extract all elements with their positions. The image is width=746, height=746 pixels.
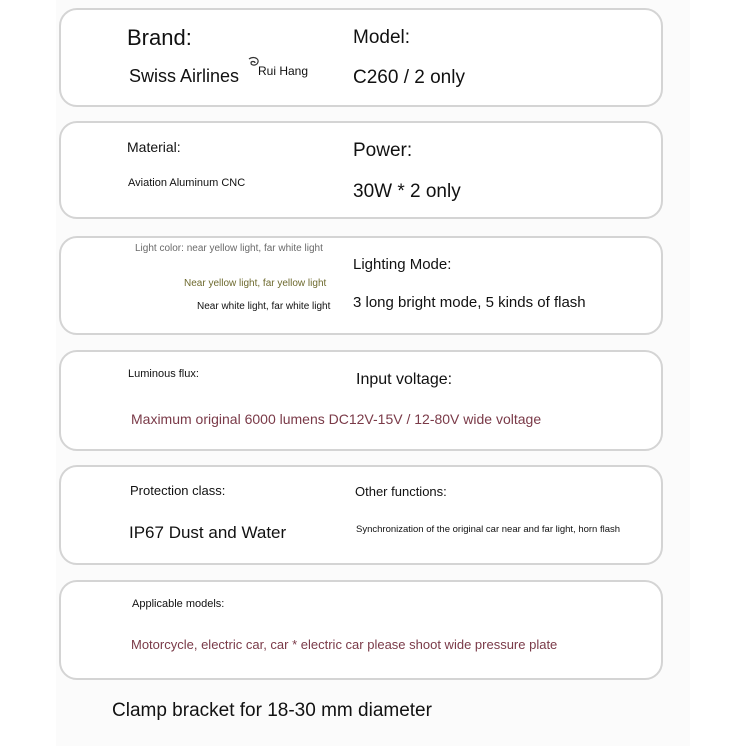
voltage-label: Input voltage: [356, 371, 453, 388]
protection-card [59, 465, 663, 565]
power-value: 30W * 2 only [353, 181, 461, 202]
flux-label: Luminous flux: [128, 368, 199, 380]
models-card [59, 580, 663, 680]
flux-card [59, 350, 663, 451]
material-label: Material: [127, 139, 181, 155]
protection-label: Protection class: [130, 483, 226, 498]
brand-card [59, 8, 663, 107]
light-card [59, 236, 663, 335]
lighting-mode-value: 3 long bright mode, 5 kinds of flash [353, 294, 586, 311]
other-functions-value: Synchronization of the original car near and far light, horn flash [356, 524, 621, 535]
brand-value: Swiss Airlines [129, 66, 240, 86]
material-card [59, 121, 663, 219]
protection-value: IP67 Dust and Water [129, 523, 287, 542]
models-label: Applicable models: [132, 598, 225, 610]
light-option-yellow: Near yellow light, far yellow light [184, 278, 327, 289]
material-value: Aviation Aluminum CNC [128, 177, 246, 189]
brand-label: Brand: [127, 25, 192, 50]
model-value: C260 / 2 only [353, 67, 465, 88]
power-label: Power: [353, 140, 413, 161]
lighting-mode-label: Lighting Mode: [353, 256, 452, 273]
footer-text: Clamp bracket for 18-30 mm diameter [112, 700, 432, 721]
models-value: Motorcycle, electric car, car * electric car please shoot wide pressure plate [131, 637, 558, 652]
brand-logo-text: Rui Hang [258, 64, 309, 78]
light-option-white: Near white light, far white light [197, 301, 331, 312]
flux-voltage-value: Maximum original 6000 lumens DC12V-15V / 12-80V wide voltage [131, 411, 542, 427]
model-label: Model: [353, 27, 411, 48]
other-functions-label: Other functions: [355, 484, 447, 499]
light-color-label: Light color: near yellow light, far white light [135, 243, 323, 254]
